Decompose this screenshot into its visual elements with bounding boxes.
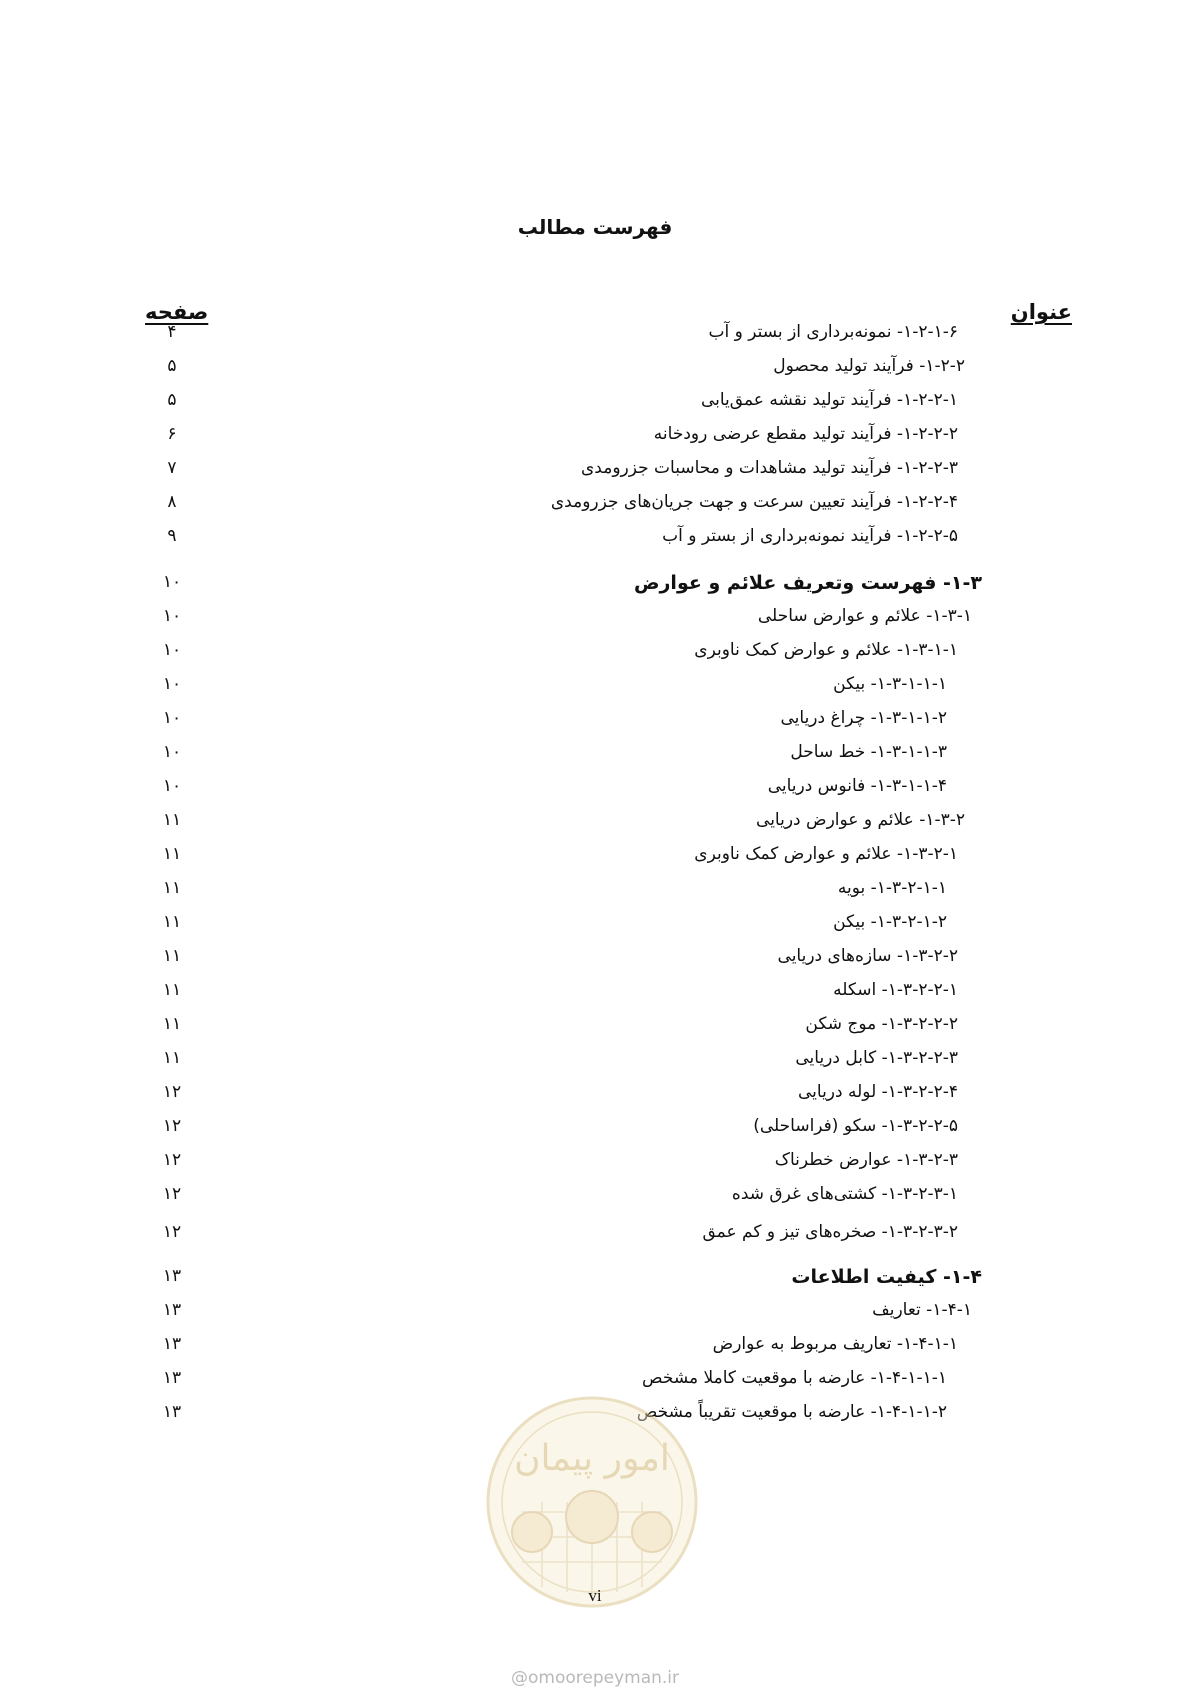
toc-entry-page: ۵ <box>167 356 177 376</box>
toc-row <box>130 424 1190 458</box>
toc-entry-page: ۶ <box>167 424 177 444</box>
page-number: vi <box>588 1586 602 1605</box>
toc-entry-page: ۱۰ <box>162 572 182 592</box>
toc-entry-page: ۱۱ <box>162 810 182 830</box>
toc-entry-page: ۱۰ <box>162 776 182 796</box>
toc-row <box>130 946 1190 980</box>
toc-entry-page: ۱۲ <box>162 1222 182 1242</box>
toc-entry-title: ۱-۲-۲-۵- فرآیند نمونه‌برداری از بستر و آب <box>662 526 958 546</box>
toc-row <box>130 640 1190 674</box>
toc-entry-title: ۱-۳-۲-۳- عوارض خطرناک <box>774 1150 958 1170</box>
toc-row <box>130 742 1190 776</box>
toc-entry-page: ۱۲ <box>162 1150 182 1170</box>
toc-entry-title: ۱-۳-۱-۱- علائم و عوارض کمک ناوبری <box>694 640 958 660</box>
toc-row <box>130 356 1190 390</box>
toc-entry-title: ۱-۳-۲-۲-۴- لوله دریایی <box>798 1082 958 1102</box>
toc-entry-title: ۱-۳-۲-۲-۲- موج شکن <box>805 1014 958 1034</box>
toc-entry-page: ۱۱ <box>162 946 182 966</box>
watermark-logo-text: امور پیمان <box>514 1438 670 1479</box>
toc-entry-page: ۷ <box>167 458 177 478</box>
toc-row <box>130 776 1190 810</box>
toc-entry-title: ۱-۳-۲-۱-۱- بویه <box>837 878 947 898</box>
toc-entry-page: ۱۲ <box>162 1184 182 1204</box>
column-header-title: عنوان <box>1010 300 1072 324</box>
toc-entry-page: ۱۲ <box>162 1082 182 1102</box>
toc-entry-title: ۱-۲-۱-۶- نمونه‌برداری از بستر و آب <box>708 322 958 342</box>
toc-entry-title: ۱-۴- کیفیت اطلاعات <box>791 1266 982 1288</box>
toc-entry-page: ۱۰ <box>162 674 182 694</box>
toc-row <box>130 390 1190 424</box>
toc-entry-title: ۱-۳-۲- علائم و عوارض دریایی <box>756 810 965 830</box>
toc-entry-page: ۱۰ <box>162 742 182 762</box>
toc-entry-page: ۱۳ <box>162 1368 182 1388</box>
toc-row <box>130 912 1190 946</box>
toc-entry-page: ۱۰ <box>162 708 182 728</box>
toc-entry-title: ۱-۳-۲-۱- علائم و عوارض کمک ناوبری <box>694 844 958 864</box>
page-title: فهرست مطالب <box>517 215 673 239</box>
toc-row <box>130 322 1190 356</box>
toc-entry-page: ۱۰ <box>162 640 182 660</box>
column-header-page: صفحه <box>145 300 209 324</box>
toc-row <box>130 708 1190 742</box>
toc-entry-title: ۱-۲-۲-۱- فرآیند تولید نقشه عمق‌یابی <box>700 390 958 410</box>
toc-entry-title: ۱-۳-۲-۲-۳- کابل دریایی <box>795 1048 958 1068</box>
watermark-logo-icon <box>482 1392 702 1612</box>
toc-entry-page: ۱۰ <box>162 606 182 626</box>
toc-entry-title: ۱-۴-۱- تعاریف <box>872 1300 972 1320</box>
toc-entry-title: ۱-۲-۲-۴- فرآیند تعیین سرعت و جهت جریان‌های جزرومدی <box>550 492 958 512</box>
toc-row <box>130 1048 1190 1082</box>
toc-entry-title: ۱-۳-۱-۱-۱- بیکن <box>833 674 947 694</box>
toc-entry-page: ۹ <box>167 526 177 546</box>
toc-entry-title: ۱-۳-۲-۱-۲- بیکن <box>833 912 947 932</box>
toc-row <box>130 1014 1190 1048</box>
toc-row <box>130 844 1190 878</box>
toc-row <box>130 1300 1190 1334</box>
toc-entry-page: ۱۱ <box>162 844 182 864</box>
toc-row <box>130 458 1190 492</box>
toc-entry-page: ۱۱ <box>162 878 182 898</box>
toc-row <box>130 1184 1190 1218</box>
toc-entry-title: ۱-۴-۱-۱-۲- عارضه با موقعیت تقریباً مشخص <box>636 1402 947 1422</box>
toc-entry-title: ۱-۴-۱-۱- تعاریف مربوط به عوارض <box>712 1334 958 1354</box>
toc-entry-page: ۸ <box>167 492 177 512</box>
toc-row <box>130 878 1190 912</box>
toc-row <box>130 674 1190 708</box>
toc-entry-title: ۱-۳-۲-۲-۱- اسکله <box>833 980 958 1000</box>
toc-row <box>130 526 1190 560</box>
toc-entry-page: ۱۱ <box>162 1048 182 1068</box>
toc-row <box>130 606 1190 640</box>
toc-entry-title: ۱-۳-۱-۱-۳- خط ساحل <box>790 742 947 762</box>
toc-entry-page: ۱۱ <box>162 912 182 932</box>
toc-entry-page: ۱۲ <box>162 1116 182 1136</box>
toc-entry-title: ۱-۳-۱-۱-۲- چراغ دریایی <box>780 708 947 728</box>
toc-entry-title: ۱-۲-۲- فرآیند تولید محصول <box>773 356 965 376</box>
toc-entry-title: ۱-۳-۱-۱-۴- فانوس دریایی <box>767 776 947 796</box>
toc-entry-title: ۱-۲-۲-۳- فرآیند تولید مشاهدات و محاسبات جزرومدی <box>581 458 958 478</box>
toc-entry-title: ۱-۳-۱- علائم و عوارض ساحلی <box>757 606 972 626</box>
toc-entry-title: ۱-۳- فهرست وتعریف علائم و عوارض <box>633 572 982 594</box>
toc-entry-page: ۱۱ <box>162 1014 182 1034</box>
toc-row <box>130 1150 1190 1184</box>
toc-entry-page: ۱۱ <box>162 980 182 1000</box>
toc-entry-page: ۱۳ <box>162 1334 182 1354</box>
toc-entry-page: ۵ <box>167 390 177 410</box>
toc-entry-page: ۱۳ <box>162 1300 182 1320</box>
toc-row <box>130 1116 1190 1150</box>
toc-entry-title: ۱-۳-۲-۲- سازه‌های دریایی <box>777 946 958 966</box>
toc-entry-page: ۱۳ <box>162 1266 182 1286</box>
toc-entry-title: ۱-۴-۱-۱-۱- عارضه با موقعیت کاملا مشخص <box>642 1368 947 1388</box>
toc-entry-title: ۱-۳-۲-۳-۱- کشتی‌های غرق شده <box>731 1184 958 1204</box>
toc-row <box>130 810 1190 844</box>
toc-entry-page: ۱۳ <box>162 1402 182 1422</box>
toc-entry-title: ۱-۲-۲-۲- فرآیند تولید مقطع عرضی رودخانه <box>653 424 958 444</box>
watermark-url: @omoorepeyman.ir <box>510 1668 680 1688</box>
toc-entry-title: ۱-۳-۲-۳-۲- صخره‌های تیز و کم عمق <box>702 1222 958 1242</box>
toc-row <box>130 1082 1190 1116</box>
toc-row <box>130 572 1190 606</box>
toc-entry-page: ۴ <box>167 322 177 342</box>
toc-row <box>130 980 1190 1014</box>
toc-row <box>130 1334 1190 1368</box>
toc-row <box>130 1266 1190 1300</box>
toc-row <box>130 492 1190 526</box>
toc-row <box>130 1222 1190 1256</box>
toc-entry-title: ۱-۳-۲-۲-۵- سکو (فراساحلی) <box>753 1116 958 1136</box>
